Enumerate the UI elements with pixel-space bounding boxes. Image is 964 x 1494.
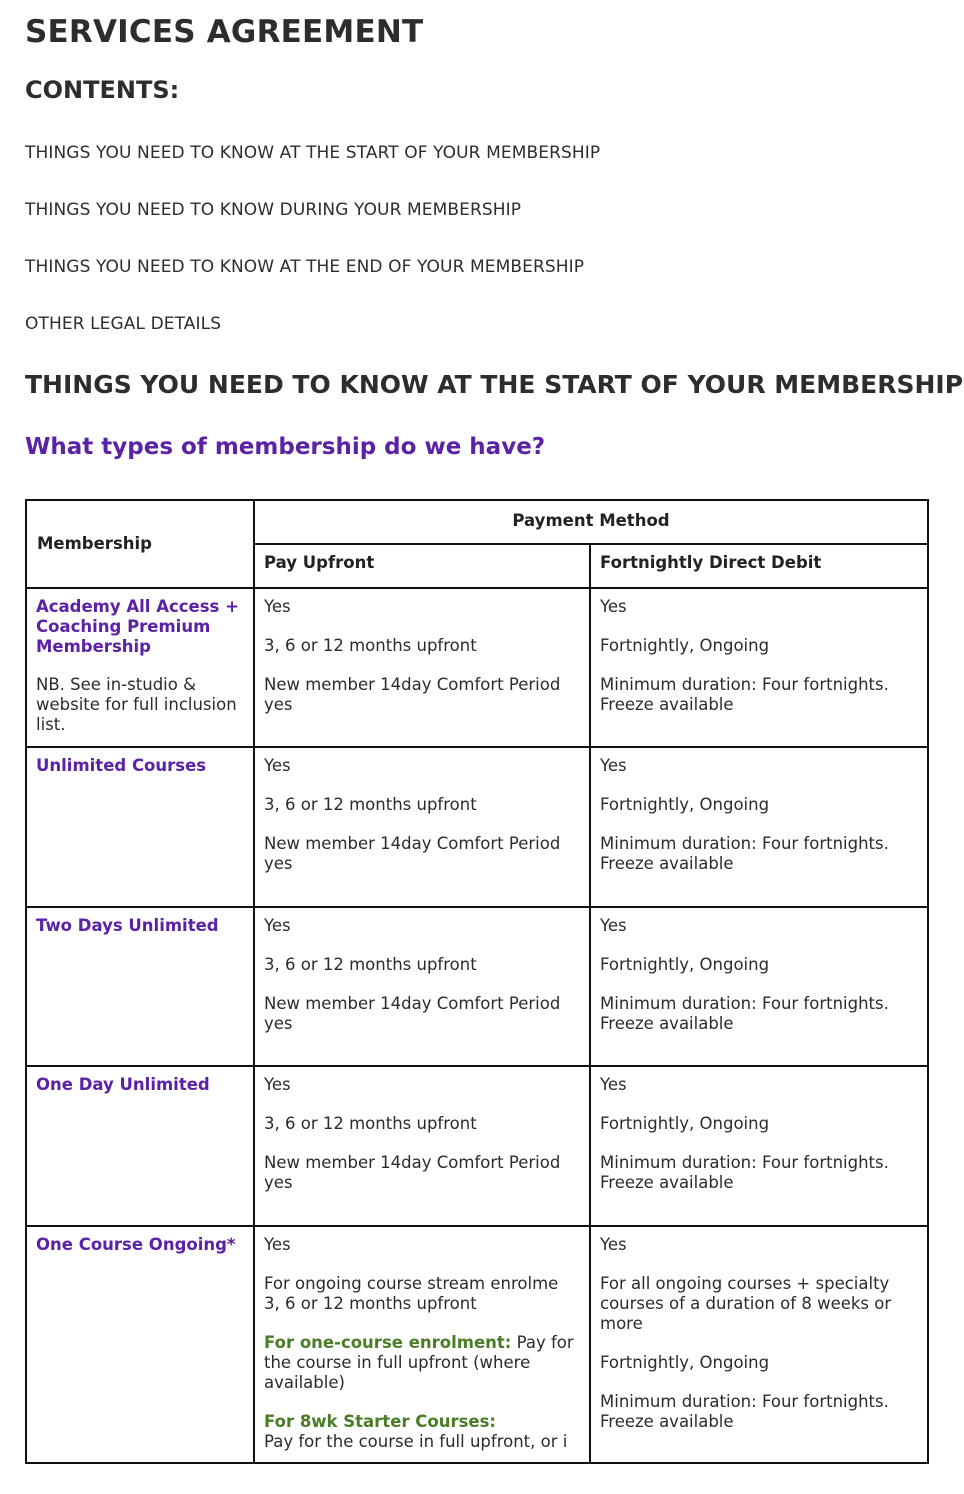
section-heading: THINGS YOU NEED TO KNOW AT THE START OF YOUR MEMBERSHIP xyxy=(25,370,964,399)
upfront-comfort: New member 14day Comfort Period yes xyxy=(264,994,561,1033)
debit-eligibility: For all ongoing courses + specialty courses of a duration of 8 weeks or more xyxy=(600,1274,892,1333)
header-direct-debit: Fortnightly Direct Debit xyxy=(590,544,928,588)
upfront-term: 3, 6 or 12 months upfront xyxy=(264,955,477,974)
table-row xyxy=(26,588,928,747)
upfront-available: Yes xyxy=(264,597,291,616)
membership-name: One Course Ongoing* xyxy=(36,1235,236,1254)
upfront-comfort: New member 14day Comfort Period yes xyxy=(264,834,561,873)
one-course-label: For one-course enrolment: xyxy=(264,1333,512,1352)
upfront-term: 3, 6 or 12 months upfront xyxy=(264,636,477,655)
upfront-available: Yes xyxy=(264,756,291,775)
table-row xyxy=(26,1226,928,1463)
membership-name: Unlimited Courses xyxy=(36,756,207,775)
debit-available: Yes xyxy=(600,916,627,935)
debit-frequency: Fortnightly, Ongoing xyxy=(600,636,770,655)
toc-link-during[interactable]: THINGS YOU NEED TO KNOW DURING YOUR MEMBERSHIP xyxy=(25,200,522,220)
upfront-stream-text: For ongoing course stream enrolme xyxy=(264,1274,559,1293)
debit-minimum: Minimum duration: Four fortnights. Freeze available xyxy=(600,994,889,1033)
toc-link-legal[interactable]: OTHER LEGAL DETAILS xyxy=(25,314,222,334)
membership-question: What types of membership do we have? xyxy=(25,434,546,460)
upfront-available: Yes xyxy=(264,1235,291,1254)
page-title: SERVICES AGREEMENT xyxy=(25,14,424,50)
table-row xyxy=(26,747,928,907)
debit-minimum: Minimum duration: Four fortnights. Freeze available xyxy=(600,675,889,714)
upfront-term: 3, 6 or 12 months upfront xyxy=(264,795,477,814)
debit-frequency: Fortnightly, Ongoing xyxy=(600,1353,770,1372)
header-payment-method: Payment Method xyxy=(254,500,928,544)
membership-name: Academy All Access + Coaching Premium Membership xyxy=(36,597,239,656)
debit-available: Yes xyxy=(600,597,627,616)
upfront-term: 3, 6 or 12 months upfront xyxy=(264,1294,477,1313)
starter-course-text: Pay for the course in full upfront, or i xyxy=(264,1432,568,1451)
debit-available: Yes xyxy=(600,1075,627,1094)
membership-name: One Day Unlimited xyxy=(36,1075,210,1094)
debit-frequency: Fortnightly, Ongoing xyxy=(600,955,770,974)
debit-minimum: Minimum duration: Four fortnights. Freeze available xyxy=(600,1153,889,1192)
one-course-text: Pay for the course in full upfront (where available) xyxy=(264,1333,574,1392)
membership-note: NB. See in-studio & website for full inclusion list. xyxy=(36,675,237,734)
debit-available: Yes xyxy=(600,756,627,775)
table-row xyxy=(26,907,928,1066)
upfront-available: Yes xyxy=(264,1075,291,1094)
starter-course-label: For 8wk Starter Courses: xyxy=(264,1412,497,1431)
membership-table xyxy=(25,499,929,1464)
upfront-comfort: New member 14day Comfort Period yes xyxy=(264,675,561,714)
upfront-available: Yes xyxy=(264,916,291,935)
debit-frequency: Fortnightly, Ongoing xyxy=(600,795,770,814)
header-membership: Membership xyxy=(26,500,254,588)
toc-link-end[interactable]: THINGS YOU NEED TO KNOW AT THE END OF YOUR MEMBERSHIP xyxy=(25,257,585,277)
header-pay-upfront: Pay Upfront xyxy=(254,544,590,588)
debit-minimum: Minimum duration: Four fortnights. Freeze available xyxy=(600,834,889,873)
debit-frequency: Fortnightly, Ongoing xyxy=(600,1114,770,1133)
upfront-comfort: New member 14day Comfort Period yes xyxy=(264,1153,561,1192)
debit-minimum: Minimum duration: Four fortnights. Freeze available xyxy=(600,1392,889,1431)
table-row xyxy=(26,1066,928,1226)
toc-link-start[interactable]: THINGS YOU NEED TO KNOW AT THE START OF YOUR MEMBERSHIP xyxy=(25,143,601,163)
membership-name: Two Days Unlimited xyxy=(36,916,219,935)
upfront-term: 3, 6 or 12 months upfront xyxy=(264,1114,477,1133)
contents-heading: CONTENTS: xyxy=(25,76,180,104)
debit-available: Yes xyxy=(600,1235,627,1254)
